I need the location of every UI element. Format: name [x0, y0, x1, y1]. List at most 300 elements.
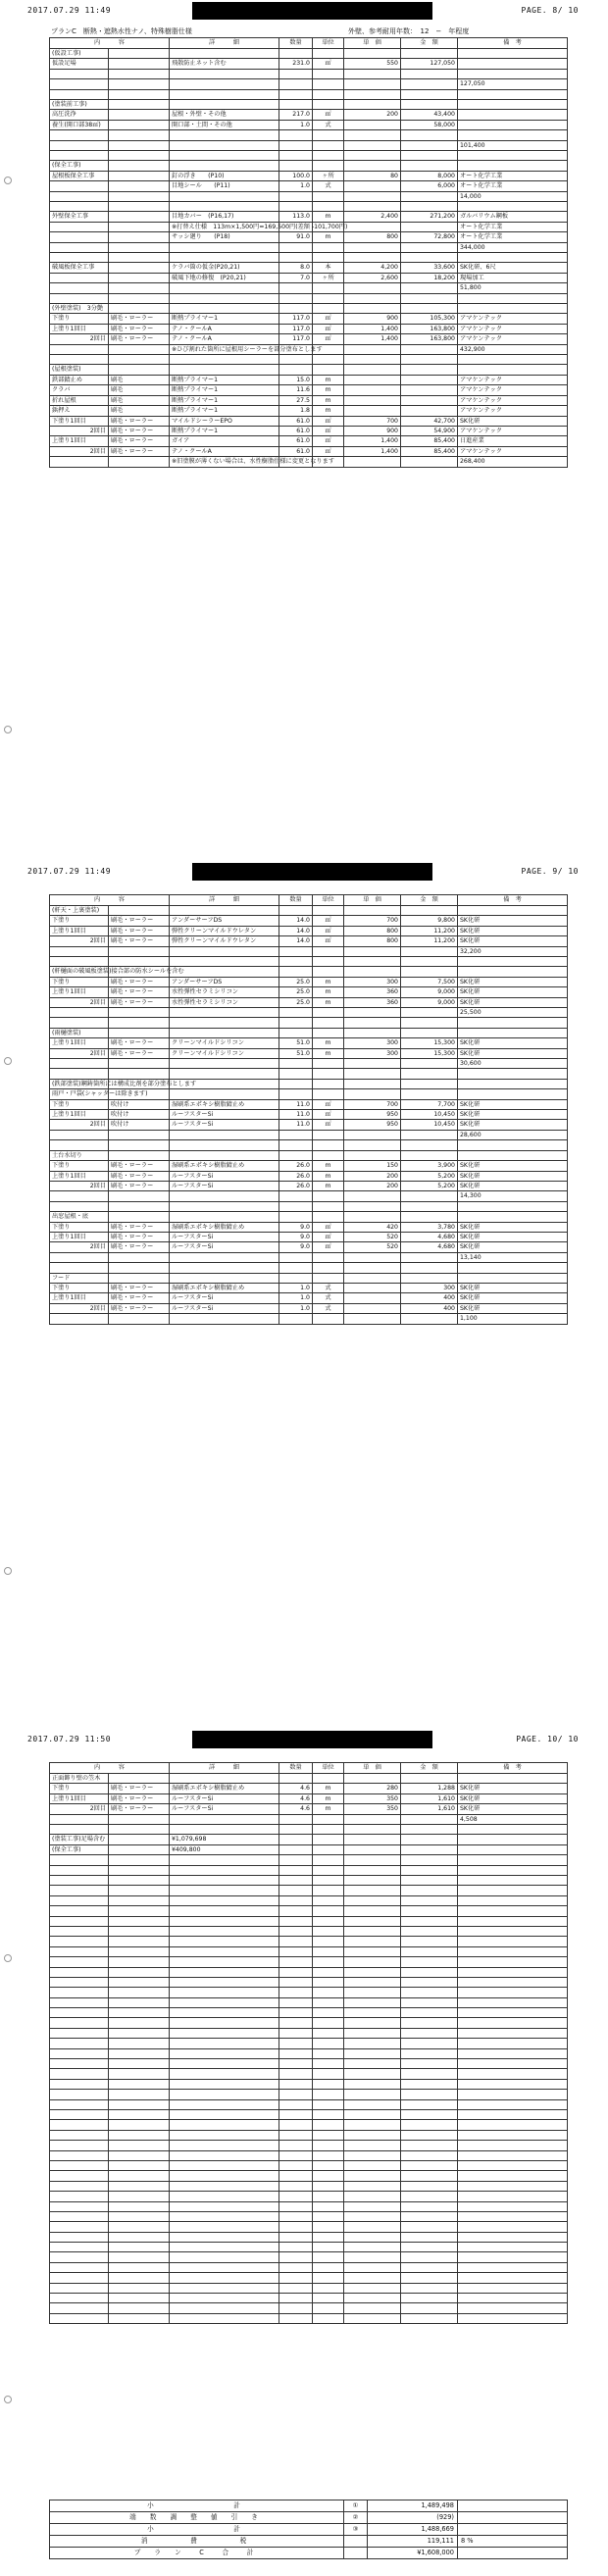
totals-mark: ①: [344, 2500, 368, 2512]
item-name-cell: 2回目: [50, 1120, 109, 1130]
quantity-cell: [279, 1018, 313, 1028]
unit-cell: 式: [313, 181, 344, 191]
empty-cell: [109, 2201, 170, 2211]
remarks-cell: 1,100: [458, 1314, 568, 1324]
remarks-cell: SK化研: [458, 1038, 568, 1048]
method-cell: [109, 242, 170, 252]
method-cell: 刷毛: [109, 375, 170, 384]
empty-cell: [401, 2069, 458, 2079]
totals-mark: [344, 2548, 368, 2559]
empty-cell: [50, 2039, 109, 2048]
remarks-cell: 現場加工: [458, 273, 568, 282]
item-name-cell: 鉄部錆止め: [50, 375, 109, 384]
detail-cell: [170, 1140, 279, 1150]
quantity-cell: [279, 1835, 313, 1844]
method-cell: 刷毛・ローラー: [109, 1303, 170, 1313]
detail-cell: ケラバ箇の仮金(P20,21): [170, 263, 279, 273]
empty-cell: [344, 2099, 401, 2109]
unit-price-cell: [344, 120, 401, 129]
amount-cell: 58,000: [401, 120, 458, 129]
remarks-cell: 14,000: [458, 191, 568, 201]
table-row: [50, 1079, 568, 1088]
table-row: [50, 1784, 568, 1793]
method-cell: 刷毛・ローラー: [109, 1232, 170, 1241]
unit-price-cell: [344, 304, 401, 314]
quantity-cell: 1.0: [279, 120, 313, 129]
detail-cell: [170, 946, 279, 956]
empty-cell: [458, 1988, 568, 1997]
empty-cell: [279, 2243, 313, 2252]
unit-cell: [313, 1130, 344, 1139]
remarks-cell: SK化研: [458, 1181, 568, 1190]
method-cell: [109, 1814, 170, 1824]
method-cell: [109, 293, 170, 303]
method-cell: [109, 365, 170, 375]
unit-cell: [313, 906, 344, 916]
unit-price-cell: 150: [344, 1161, 401, 1171]
unit-price-cell: 300: [344, 977, 401, 986]
empty-cell: [344, 2171, 401, 2181]
empty-cell: [401, 2243, 458, 2252]
method-cell: 刷毛・ローラー: [109, 324, 170, 333]
empty-cell: [50, 2069, 109, 2079]
quantity-cell: 61.0: [279, 426, 313, 435]
amount-cell: [401, 406, 458, 416]
amount-cell: [401, 79, 458, 89]
empty-cell: [458, 2150, 568, 2160]
amount-cell: [401, 906, 458, 916]
empty-cell: [279, 2130, 313, 2140]
detail-cell: ※旧塗膜が薄くない場合は、水性樹脂仕様に変更となります: [170, 457, 279, 467]
item-name-cell: (塗装前工事): [50, 100, 109, 110]
method-cell: 吹付け: [109, 1110, 170, 1120]
quantity-cell: [279, 130, 313, 140]
method-cell: 刷毛: [109, 406, 170, 416]
remarks-cell: アマケンテック: [458, 385, 568, 395]
unit-price-cell: 950: [344, 1110, 401, 1120]
amount-cell: [401, 89, 458, 99]
empty-cell: [50, 2243, 109, 2252]
unit-price-cell: 700: [344, 416, 401, 426]
method-cell: 刷毛: [109, 385, 170, 395]
table-row: [50, 957, 568, 967]
unit-price-cell: [344, 202, 401, 212]
empty-cell: [344, 1977, 401, 1987]
empty-cell: [344, 2039, 401, 2048]
amount-cell: [401, 1273, 458, 1283]
unit-cell: ㎡: [313, 1232, 344, 1241]
empty-cell: [313, 1937, 344, 1946]
detail-cell: [170, 1774, 279, 1784]
quantity-cell: 11.0: [279, 1099, 313, 1109]
remarks-cell: [458, 293, 568, 303]
empty-cell: [401, 1937, 458, 1946]
quantity-cell: 11.6: [279, 385, 313, 395]
remarks-cell: アマケンテック: [458, 446, 568, 456]
unit-price-cell: [344, 191, 401, 201]
quantity-cell: 61.0: [279, 416, 313, 426]
empty-cell: [50, 2294, 109, 2303]
item-name-cell: [50, 1825, 109, 1835]
item-name-cell: (鉄部塗装)鋼鋳箇所には構成比剤を部分塗布とします: [50, 1079, 109, 1088]
item-name-cell: [50, 140, 109, 150]
empty-cell: [458, 1906, 568, 1916]
unit-price-cell: [344, 1069, 401, 1079]
unit-price-cell: 800: [344, 232, 401, 242]
empty-cell: [170, 2222, 279, 2232]
blank-row: [50, 2252, 568, 2262]
unit-cell: [313, 967, 344, 977]
unit-price-cell: [344, 1303, 401, 1313]
quantity-cell: 4.6: [279, 1804, 313, 1814]
totals-value: (929): [368, 2512, 458, 2524]
empty-cell: [401, 2120, 458, 2130]
method-cell: [109, 1130, 170, 1139]
quantity-cell: 117.0: [279, 314, 313, 324]
remarks-cell: SK化研: [458, 1784, 568, 1793]
column-header-text: 単位: [322, 1764, 334, 1772]
empty-cell: [344, 1876, 401, 1886]
detail-cell: 湿刷系エポキシ樹脂錆止め: [170, 1099, 279, 1109]
detail-cell: 水性弾性セラミシリコン: [170, 997, 279, 1007]
remarks-cell: [458, 100, 568, 110]
quantity-cell: 15.0: [279, 375, 313, 384]
empty-cell: [170, 1886, 279, 1895]
totals-mark: ②: [344, 2512, 368, 2524]
remarks-cell: SK化研: [458, 997, 568, 1007]
empty-cell: [279, 1967, 313, 1977]
empty-cell: [279, 1876, 313, 1886]
print-datetime: 2017.07.29 11:49: [27, 6, 112, 15]
remarks-cell: SK化研: [458, 1293, 568, 1303]
table-row: [50, 1804, 568, 1814]
unit-cell: ㎡: [313, 916, 344, 926]
empty-cell: [170, 2232, 279, 2242]
column-header-text: 金 額: [420, 896, 438, 904]
item-name-cell: [50, 344, 109, 354]
estimate-table-p8: [49, 37, 568, 468]
empty-cell: [50, 2028, 109, 2038]
empty-cell: [344, 1946, 401, 1956]
unit-price-cell: [344, 355, 401, 365]
empty-cell: [279, 2232, 313, 2242]
item-name-cell: 下塗り: [50, 1283, 109, 1292]
column-header: [50, 1763, 170, 1774]
empty-cell: [313, 2181, 344, 2191]
empty-cell: [109, 2090, 170, 2099]
detail-cell: 開口部・土間・その他: [170, 120, 279, 129]
method-cell: [109, 1150, 170, 1160]
amount-cell: [401, 395, 458, 405]
detail-cell: 釘の浮き (P10): [170, 171, 279, 180]
unit-cell: [313, 283, 344, 293]
detail-cell: テノ・クールA: [170, 334, 279, 344]
item-name-cell: (仮設工事): [50, 49, 109, 59]
empty-cell: [109, 1988, 170, 1997]
remarks-cell: SK化研: [458, 1222, 568, 1232]
empty-cell: [458, 2294, 568, 2303]
detail-cell: [170, 1263, 279, 1273]
table-row: [50, 344, 568, 354]
amount-cell: [401, 1252, 458, 1262]
table-row: [50, 1099, 568, 1109]
unit-price-cell: [344, 906, 401, 916]
print-datetime: 2017.07.29 11:49: [27, 867, 112, 876]
table-row: [50, 355, 568, 365]
table-row: [50, 1110, 568, 1120]
column-header: [313, 895, 344, 906]
item-name-cell: [50, 1191, 109, 1201]
empty-cell: [50, 1895, 109, 1905]
method-cell: [109, 344, 170, 354]
empty-cell: [313, 2192, 344, 2201]
blank-row: [50, 2008, 568, 2018]
detail-cell: [170, 293, 279, 303]
empty-cell: [109, 2141, 170, 2150]
empty-cell: [458, 2160, 568, 2170]
detail-cell: 断熱プライマー1: [170, 314, 279, 324]
item-name-cell: 下塗り1回目: [50, 416, 109, 426]
empty-cell: [313, 2110, 344, 2120]
empty-cell: [109, 1906, 170, 1916]
spacer: [100, 1764, 119, 1771]
empty-cell: [401, 2232, 458, 2242]
table-row: [50, 59, 568, 69]
unit-cell: ヶ所: [313, 171, 344, 180]
item-name-cell: 破風板保全工事: [50, 263, 109, 273]
remarks-cell: SK化研: [458, 416, 568, 426]
method-cell: [109, 355, 170, 365]
table-header-row: [50, 38, 568, 49]
method-cell: [109, 457, 170, 467]
empty-cell: [344, 2028, 401, 2038]
method-cell: 吹付け: [109, 1120, 170, 1130]
unit-cell: ㎡: [313, 426, 344, 435]
empty-cell: [344, 1906, 401, 1916]
empty-cell: [344, 1967, 401, 1977]
table-row: [50, 222, 568, 231]
method-cell: 刷毛・ローラー: [109, 926, 170, 935]
unit-cell: ㎡: [313, 936, 344, 946]
method-cell: [109, 906, 170, 916]
item-name-cell: 土台水切り: [50, 1150, 109, 1160]
empty-cell: [109, 2099, 170, 2109]
empty-cell: [401, 1997, 458, 2007]
blank-row: [50, 2141, 568, 2150]
quantity-cell: 9.0: [279, 1242, 313, 1252]
empty-cell: [401, 2110, 458, 2120]
quantity-cell: [279, 1069, 313, 1079]
quantity-cell: 11.0: [279, 1110, 313, 1120]
empty-cell: [50, 1988, 109, 1997]
unit-price-cell: [344, 1059, 401, 1069]
empty-cell: [313, 2090, 344, 2099]
empty-cell: [170, 2079, 279, 2089]
empty-cell: [458, 2192, 568, 2201]
empty-cell: [344, 2090, 401, 2099]
item-name-cell: (保全工事): [50, 161, 109, 171]
unit-cell: [313, 1140, 344, 1150]
empty-cell: [401, 2181, 458, 2191]
empty-cell: [170, 2211, 279, 2221]
blank-row: [50, 2039, 568, 2048]
remarks-cell: [458, 1273, 568, 1283]
unit-cell: ㎡: [313, 1120, 344, 1130]
table-header-row: [50, 895, 568, 906]
quantity-cell: [279, 283, 313, 293]
table-row: [50, 1252, 568, 1262]
totals-row: [50, 2524, 568, 2536]
totals-row: [50, 2548, 568, 2559]
empty-cell: [313, 2141, 344, 2150]
unit-cell: [313, 1814, 344, 1824]
amount-cell: 127,050: [401, 59, 458, 69]
empty-cell: [170, 2294, 279, 2303]
column-header-text: 容: [118, 39, 125, 47]
unit-cell: m: [313, 977, 344, 986]
unit-price-cell: [344, 181, 401, 191]
empty-cell: [170, 1946, 279, 1956]
unit-cell: ㎡: [313, 1242, 344, 1252]
totals-label: 小 計: [50, 2500, 344, 2512]
table-row: [50, 416, 568, 426]
amount-cell: 3,780: [401, 1222, 458, 1232]
amount-cell: [401, 242, 458, 252]
empty-cell: [458, 1886, 568, 1895]
empty-cell: [313, 2130, 344, 2140]
empty-cell: [170, 2090, 279, 2099]
quantity-cell: 1.0: [279, 181, 313, 191]
totals-label: 小 計: [50, 2524, 344, 2536]
table-row: [50, 365, 568, 375]
quantity-cell: [279, 1028, 313, 1037]
binder-hole: [4, 1567, 12, 1575]
empty-cell: [279, 1886, 313, 1895]
empty-cell: [109, 1886, 170, 1895]
method-cell: [109, 1140, 170, 1150]
item-name-cell: (軒天・上裏塗装): [50, 906, 109, 916]
item-name-cell: [50, 130, 109, 140]
empty-cell: [401, 2171, 458, 2181]
empty-cell: [344, 1997, 401, 2007]
method-cell: [109, 1825, 170, 1835]
column-header: [458, 895, 568, 906]
amount-cell: [401, 1069, 458, 1079]
quantity-cell: [279, 304, 313, 314]
blank-row: [50, 2048, 568, 2058]
column-header-text: 内: [94, 39, 101, 47]
table-row: [50, 110, 568, 120]
empty-cell: [458, 2262, 568, 2272]
method-cell: [109, 1028, 170, 1037]
table-row: [50, 1314, 568, 1324]
detail-cell: [170, 967, 279, 977]
empty-cell: [313, 2273, 344, 2283]
unit-price-cell: [344, 1212, 401, 1222]
remarks-cell: SK化研: [458, 1120, 568, 1130]
empty-cell: [50, 1916, 109, 1926]
totals-row: [50, 2512, 568, 2524]
empty-cell: [458, 1937, 568, 1946]
empty-cell: [313, 1977, 344, 1987]
empty-cell: [344, 2303, 401, 2313]
remarks-cell: SK化研: [458, 987, 568, 997]
amount-cell: [401, 1059, 458, 1069]
empty-cell: [50, 2008, 109, 2018]
empty-cell: [401, 2262, 458, 2272]
quantity-cell: 25.0: [279, 997, 313, 1007]
unit-price-cell: 280: [344, 1784, 401, 1793]
empty-cell: [109, 2273, 170, 2283]
item-name-cell: 2回目: [50, 334, 109, 344]
empty-cell: [109, 2303, 170, 2313]
method-cell: [109, 283, 170, 293]
column-header: [170, 1763, 279, 1774]
amount-cell: 43,400: [401, 110, 458, 120]
amount-cell: [401, 1212, 458, 1222]
totals-value: 1,488,669: [368, 2524, 458, 2536]
table-row: [50, 1089, 568, 1099]
amount-cell: 11,200: [401, 936, 458, 946]
remarks-cell: 28,600: [458, 1130, 568, 1139]
method-cell: [109, 89, 170, 99]
empty-cell: [170, 1876, 279, 1886]
empty-cell: [50, 2110, 109, 2120]
totals-extra: [458, 2548, 568, 2559]
method-cell: [109, 130, 170, 140]
method-cell: 刷毛・ローラー: [109, 436, 170, 446]
table-row: [50, 1835, 568, 1844]
empty-cell: [458, 2252, 568, 2262]
table-row: [50, 273, 568, 282]
empty-cell: [401, 1865, 458, 1875]
empty-cell: [313, 1876, 344, 1886]
durability-note: 外壁、参考耐用年数： 12 − 年程度: [348, 27, 470, 35]
quantity-cell: 1.8: [279, 406, 313, 416]
empty-cell: [344, 2181, 401, 2191]
quantity-cell: [279, 1089, 313, 1099]
quantity-cell: [279, 242, 313, 252]
amount-cell: 1,610: [401, 1804, 458, 1814]
column-header-text: 容: [118, 896, 125, 904]
unit-cell: [313, 253, 344, 263]
unit-price-cell: 420: [344, 1222, 401, 1232]
empty-cell: [401, 2201, 458, 2211]
table-row: [50, 1273, 568, 1283]
quantity-cell: 61.0: [279, 436, 313, 446]
blank-row: [50, 2028, 568, 2038]
method-cell: [109, 79, 170, 89]
detail-cell: [170, 1201, 279, 1211]
empty-cell: [50, 1906, 109, 1916]
totals-extra: [458, 2500, 568, 2512]
unit-cell: [313, 1089, 344, 1099]
quantity-cell: 14.0: [279, 916, 313, 926]
table-row: [50, 242, 568, 252]
amount-cell: [401, 344, 458, 354]
unit-price-cell: [344, 1191, 401, 1201]
page-number: PAGE. 8/ 10: [521, 6, 579, 15]
detail-cell: [170, 1008, 279, 1018]
binder-hole: [4, 177, 12, 184]
empty-cell: [109, 1916, 170, 1926]
unit-cell: 式: [313, 1303, 344, 1313]
unit-cell: [313, 1252, 344, 1262]
empty-cell: [109, 2160, 170, 2170]
method-cell: [109, 202, 170, 212]
detail-cell: テノ・クールA: [170, 324, 279, 333]
amount-cell: [401, 283, 458, 293]
